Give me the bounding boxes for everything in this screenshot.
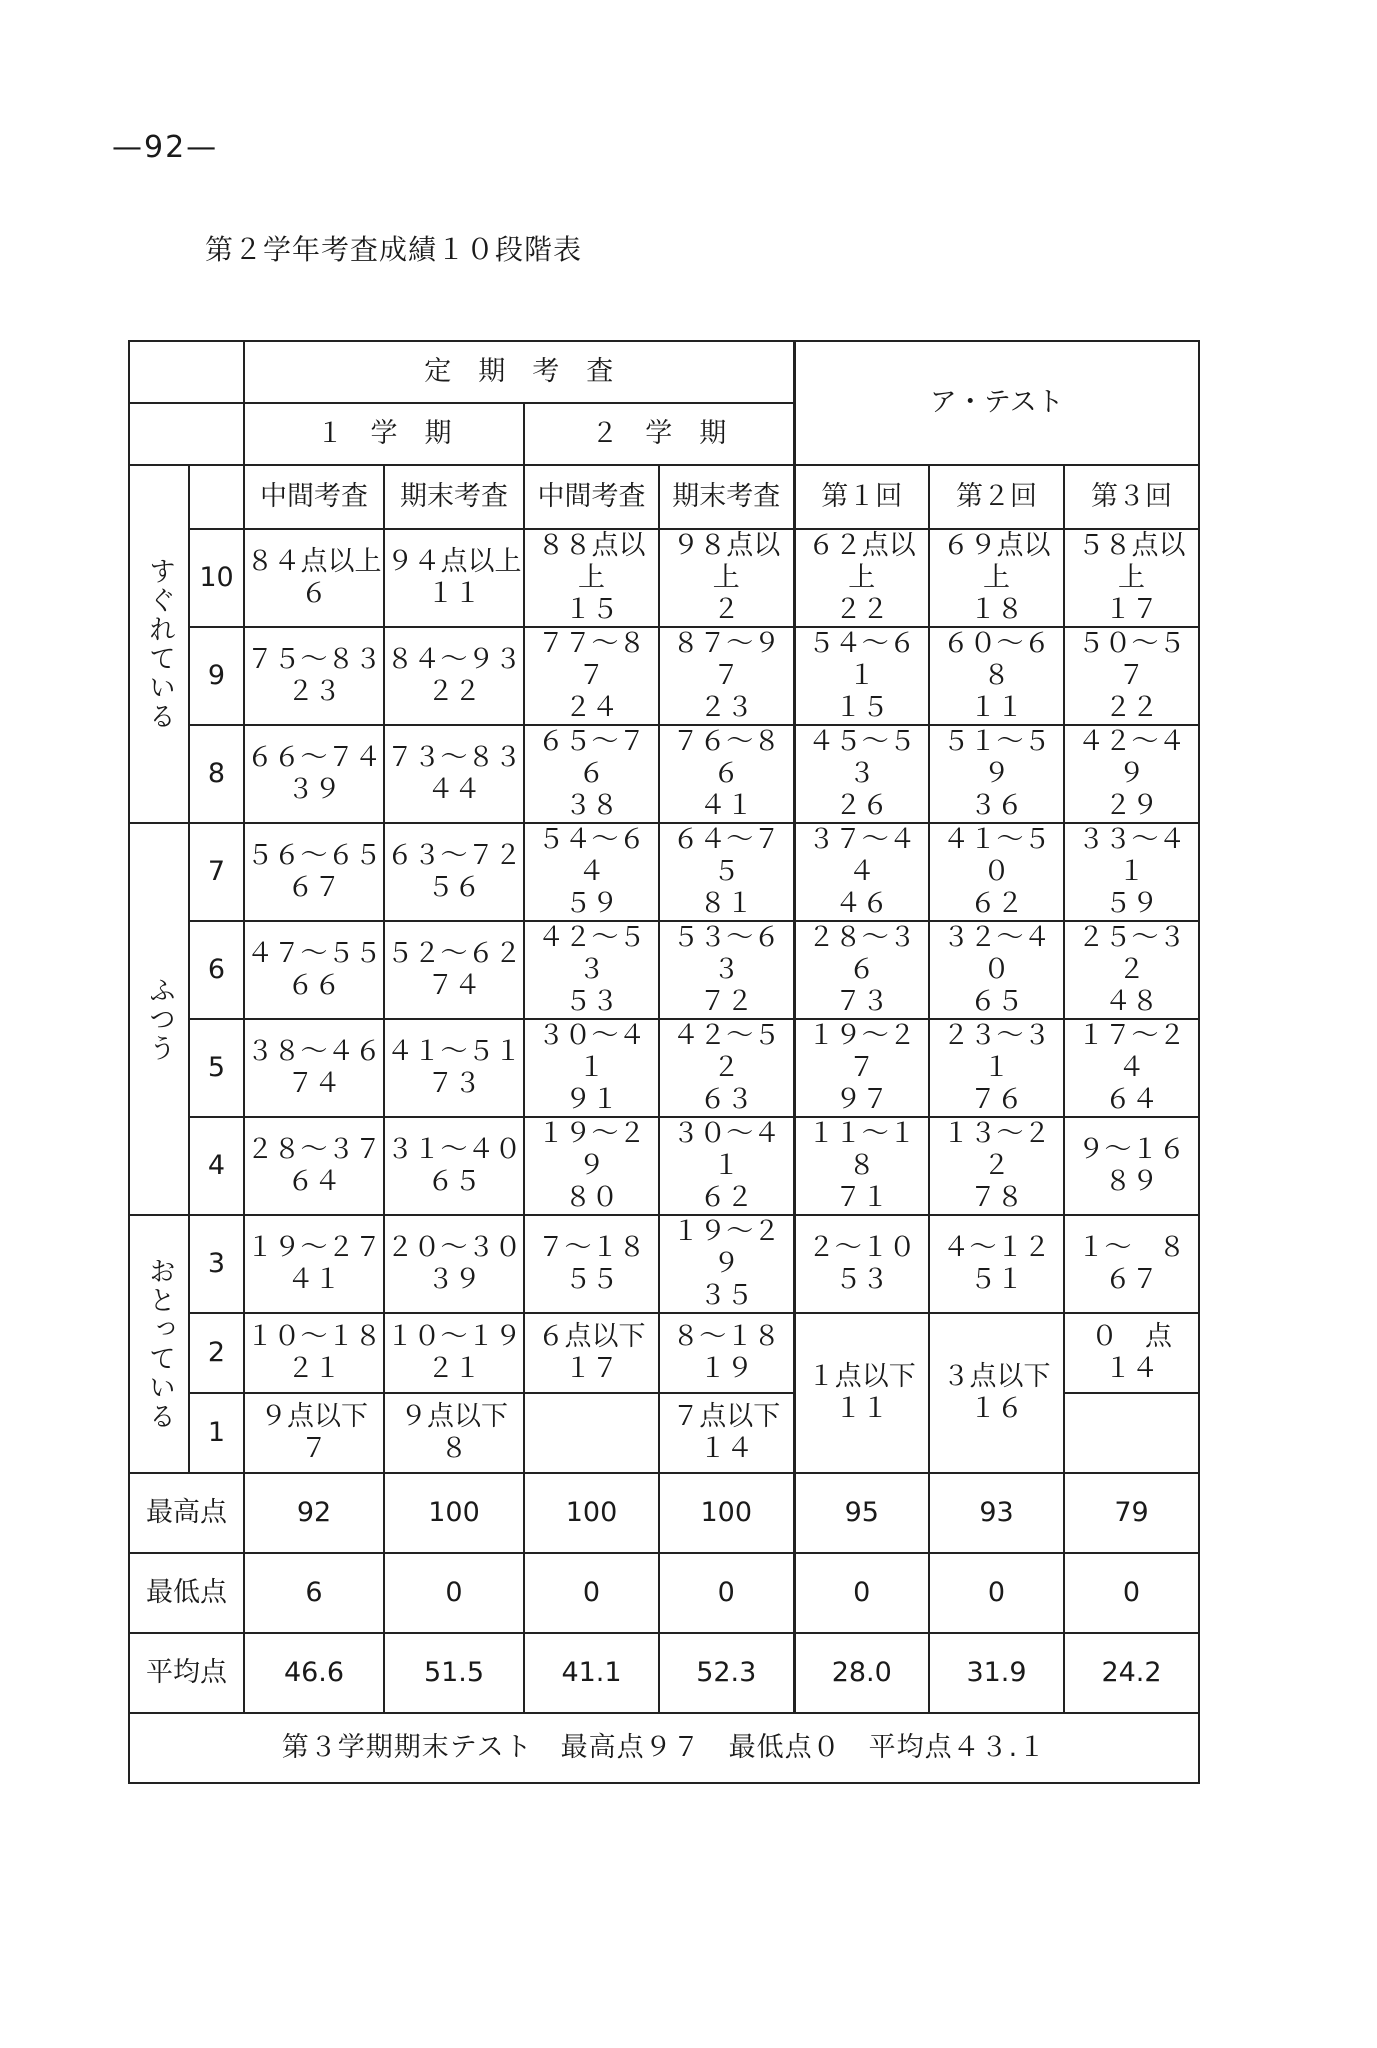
range-text: ６５〜７６ <box>537 726 646 789</box>
stat-value: 0 <box>659 1553 794 1633</box>
count-text: ８０ <box>564 1182 619 1213</box>
stat-value: 92 <box>244 1473 384 1553</box>
range-text: ９点以下 <box>400 1401 508 1432</box>
column-header-2: 期末考査 <box>384 465 524 529</box>
cell-7-4 <box>659 823 794 921</box>
cell-10-7 <box>1064 529 1199 627</box>
count-text: １９ <box>699 1353 754 1384</box>
count-text: ２２ <box>834 594 889 625</box>
column-header-1: 中間考査 <box>244 465 384 529</box>
cell-5-5 <box>794 1019 929 1117</box>
cell-8-1 <box>244 725 384 823</box>
range-text: ４７〜５５ <box>246 938 382 969</box>
count-text: ７３ <box>834 986 889 1017</box>
range-text: ２〜１０ <box>807 1232 916 1263</box>
count-text: ５１ <box>969 1264 1024 1295</box>
count-text: ６２ <box>699 1182 754 1213</box>
cell-9-3 <box>524 627 659 725</box>
level-1: 1 <box>189 1393 244 1473</box>
range-text: ５４〜６４ <box>537 824 646 887</box>
stat-value: 0 <box>929 1553 1064 1633</box>
count-text: ６５ <box>969 986 1024 1017</box>
count-text: ５５ <box>564 1264 619 1295</box>
range-text: ８４〜９３ <box>386 644 522 675</box>
stat-label-1: 最高点 <box>129 1473 244 1553</box>
cell-7-1 <box>244 823 384 921</box>
count-text: ６６ <box>287 970 341 1001</box>
cell-3-1 <box>244 1215 384 1313</box>
count-text: ４４ <box>427 774 481 805</box>
count-text: ２４ <box>564 692 619 723</box>
cell-1-1 <box>244 1393 384 1473</box>
count-text: ９７ <box>834 1084 889 1115</box>
count-text: ７８ <box>969 1182 1024 1213</box>
count-text: １７ <box>1104 594 1159 625</box>
cell-6-4 <box>659 921 794 1019</box>
cell-8-3 <box>524 725 659 823</box>
level-10: 10 <box>189 529 244 627</box>
column-header-6: 第２回 <box>929 465 1064 529</box>
cell-2-4 <box>659 1313 794 1393</box>
range-text: ２８〜３７ <box>246 1134 382 1165</box>
count-text: ２２ <box>427 676 481 707</box>
cell-8-6 <box>929 725 1064 823</box>
cell-4-6 <box>929 1117 1064 1215</box>
count-text: ４１ <box>287 1264 341 1295</box>
range-text: １〜 ８ <box>1077 1232 1186 1263</box>
stat-value: 41.1 <box>524 1633 659 1713</box>
cell-6-7 <box>1064 921 1199 1019</box>
regular-exam-header: 定 期 考 査 <box>244 341 794 403</box>
count-text: ６７ <box>1104 1264 1159 1295</box>
range-text: ５３〜６３ <box>672 922 781 985</box>
count-text: ６２ <box>969 888 1024 919</box>
count-text: ２２ <box>1104 692 1159 723</box>
table-row <box>129 1019 1199 1117</box>
count-text: ６３ <box>699 1084 754 1115</box>
count-text: ４１ <box>699 790 754 821</box>
cell-1-3-empty <box>524 1393 659 1473</box>
cell-5-3 <box>524 1019 659 1117</box>
cell-10-2 <box>384 529 524 627</box>
level-3: 3 <box>189 1215 244 1313</box>
count-text: １１ <box>427 578 481 609</box>
count-text: ５３ <box>834 1264 889 1295</box>
range-text: ６０〜６８ <box>942 628 1051 691</box>
stat-value: 93 <box>929 1473 1064 1553</box>
cell-8-4 <box>659 725 794 823</box>
document-title: 第２学年考査成績１０段階表 <box>205 233 583 266</box>
range-text: ３点以下 <box>942 1361 1051 1392</box>
count-text: ７２ <box>699 986 754 1017</box>
count-text: ４６ <box>834 888 889 919</box>
stat-value: 0 <box>524 1553 659 1633</box>
range-text: １１〜１８ <box>807 1118 916 1181</box>
count-text: ７１ <box>834 1182 889 1213</box>
range-text: ３７〜４４ <box>807 824 916 887</box>
range-text: １７〜２４ <box>1077 1020 1186 1083</box>
count-text: ３９ <box>287 774 341 805</box>
range-text: ２３〜３１ <box>942 1020 1051 1083</box>
cell-2-1 <box>244 1313 384 1393</box>
range-text: ７５〜８３ <box>246 644 382 675</box>
count-text: １５ <box>834 692 889 723</box>
cell-7-6 <box>929 823 1064 921</box>
table-row <box>129 1117 1199 1215</box>
cell-2-3 <box>524 1313 659 1393</box>
group-average: ふつう <box>129 823 189 1215</box>
level-7: 7 <box>189 823 244 921</box>
range-text: ７〜１８ <box>537 1232 646 1263</box>
cell-6-5 <box>794 921 929 1019</box>
column-header-3: 中間考査 <box>524 465 659 529</box>
range-text: ５１〜５９ <box>942 726 1051 789</box>
count-text: ６５ <box>427 1166 481 1197</box>
range-text: ３３〜４１ <box>1077 824 1186 887</box>
range-text: ７６〜８６ <box>672 726 781 789</box>
count-text: ６７ <box>287 872 341 903</box>
level-6: 6 <box>189 921 244 1019</box>
cell-3-5 <box>794 1215 929 1313</box>
stat-value: 100 <box>384 1473 524 1553</box>
footer-note: 第３学期期末テスト 最高点９７ 最低点０ 平均点４３.１ <box>129 1713 1199 1783</box>
count-text: ５９ <box>564 888 619 919</box>
range-text: ３２〜４０ <box>942 922 1051 985</box>
cell-2-2 <box>384 1313 524 1393</box>
stat-row <box>129 1473 1199 1553</box>
stat-value: 79 <box>1064 1473 1199 1553</box>
count-text: ５６ <box>427 872 481 903</box>
count-text: ７４ <box>287 1068 341 1099</box>
cell-1-4 <box>659 1393 794 1473</box>
range-text: ２８〜３６ <box>807 922 916 985</box>
cell-10-5 <box>794 529 929 627</box>
term1-header: １ 学 期 <box>244 403 524 465</box>
range-text: ９〜１６ <box>1077 1134 1186 1165</box>
count-text: １６ <box>969 1393 1024 1424</box>
grade-distribution-table <box>128 340 1200 1784</box>
stat-value: 31.9 <box>929 1633 1064 1713</box>
count-text: ７ <box>300 1433 328 1464</box>
range-text: ６９点以上 <box>942 530 1051 593</box>
stat-label-2: 最低点 <box>129 1553 244 1633</box>
range-text: ５８点以上 <box>1077 530 1186 593</box>
count-text: ２６ <box>834 790 889 821</box>
cell-1-7-empty <box>1064 1393 1199 1473</box>
count-text: ８ <box>440 1433 468 1464</box>
range-text: １９〜２７ <box>246 1232 382 1263</box>
table-row <box>129 1313 1199 1393</box>
stat-row <box>129 1553 1199 1633</box>
range-text: １９〜２７ <box>807 1020 916 1083</box>
stat-value: 6 <box>244 1553 384 1633</box>
count-text: ７６ <box>969 1084 1024 1115</box>
range-text: ４２〜５２ <box>672 1020 781 1083</box>
cell-7-7 <box>1064 823 1199 921</box>
range-text: ７点以下 <box>672 1401 781 1432</box>
range-text: ５４〜６１ <box>807 628 916 691</box>
count-text: １８ <box>969 594 1024 625</box>
range-text: ４１〜５０ <box>942 824 1051 887</box>
count-text: ３５ <box>699 1280 754 1311</box>
cell-6-3 <box>524 921 659 1019</box>
cell-5-2 <box>384 1019 524 1117</box>
cell-8-7 <box>1064 725 1199 823</box>
range-text: ６３〜７２ <box>386 840 522 871</box>
cell-5-4 <box>659 1019 794 1117</box>
range-text: ３１〜４０ <box>386 1134 522 1165</box>
level-9: 9 <box>189 627 244 725</box>
level-2: 2 <box>189 1313 244 1393</box>
term2-header: ２ 学 期 <box>524 403 794 465</box>
count-text: １１ <box>969 692 1024 723</box>
cell-10-4 <box>659 529 794 627</box>
stat-value: 46.6 <box>244 1633 384 1713</box>
count-text: ３６ <box>969 790 1024 821</box>
range-text: １点以下 <box>807 1361 916 1392</box>
range-text: ９点以下 <box>260 1401 368 1432</box>
count-text: ７３ <box>427 1068 481 1099</box>
column-header-7: 第３回 <box>1064 465 1199 529</box>
a-test-header: ア・テスト <box>794 341 1199 465</box>
cell-4-3 <box>524 1117 659 1215</box>
range-text: １３〜２２ <box>942 1118 1051 1181</box>
count-text: １４ <box>1104 1353 1159 1384</box>
range-text: ４〜１２ <box>942 1232 1051 1263</box>
range-text: ０ 点 <box>1091 1321 1172 1352</box>
count-text: ９１ <box>564 1084 619 1115</box>
cell-5-6 <box>929 1019 1064 1117</box>
range-text: ４２〜５３ <box>537 922 646 985</box>
range-text: ２０〜３０ <box>386 1232 522 1263</box>
range-text: ５２〜６２ <box>386 938 522 969</box>
range-text: ３８〜４６ <box>246 1036 382 1067</box>
stat-value: 24.2 <box>1064 1633 1199 1713</box>
cell-9-2 <box>384 627 524 725</box>
range-text: ４５〜５３ <box>807 726 916 789</box>
stat-value: 0 <box>794 1553 929 1633</box>
cell-3-2 <box>384 1215 524 1313</box>
stat-value: 95 <box>794 1473 929 1553</box>
range-text: ６４〜７５ <box>672 824 781 887</box>
table-row <box>129 823 1199 921</box>
cell-2-7 <box>1064 1313 1199 1393</box>
count-text: １７ <box>564 1353 619 1384</box>
stat-row <box>129 1633 1199 1713</box>
range-text: ２５〜３２ <box>1077 922 1186 985</box>
range-text: ７７〜８７ <box>537 628 646 691</box>
cell-7-5 <box>794 823 929 921</box>
cell-3-7 <box>1064 1215 1199 1313</box>
count-text: ７４ <box>427 970 481 1001</box>
cell-10-6 <box>929 529 1064 627</box>
cell-7-3 <box>524 823 659 921</box>
corner-cell <box>129 341 244 403</box>
cell-4-1 <box>244 1117 384 1215</box>
range-text: ５６〜６５ <box>246 840 382 871</box>
cell-1-2 <box>384 1393 524 1473</box>
range-text: ７３〜８３ <box>386 742 522 773</box>
range-text: ３０〜４１ <box>537 1020 646 1083</box>
count-text: １４ <box>699 1433 754 1464</box>
range-text: ８７〜９７ <box>672 628 781 691</box>
column-header-4: 期末考査 <box>659 465 794 529</box>
cell-atest1-low <box>794 1313 929 1473</box>
table-row <box>129 529 1199 627</box>
range-text: ８８点以上 <box>537 530 646 593</box>
count-text: ２３ <box>287 676 341 707</box>
range-text: １０〜１８ <box>246 1321 382 1352</box>
cell-8-2 <box>384 725 524 823</box>
range-text: ５０〜５７ <box>1077 628 1186 691</box>
stat-value: 51.5 <box>384 1633 524 1713</box>
count-text: ２１ <box>287 1353 341 1384</box>
level-8: 8 <box>189 725 244 823</box>
stat-value: 100 <box>659 1473 794 1553</box>
cell-10-3 <box>524 529 659 627</box>
count-text: ５９ <box>1104 888 1159 919</box>
range-text: ６２点以上 <box>807 530 916 593</box>
cell-atest2-low <box>929 1313 1064 1473</box>
cell-6-1 <box>244 921 384 1019</box>
cell-4-5 <box>794 1117 929 1215</box>
count-text: ２ <box>712 594 740 625</box>
range-text: ６点以下 <box>537 1321 646 1352</box>
corner-cell-2 <box>129 403 244 465</box>
count-text: ２３ <box>699 692 754 723</box>
cell-9-6 <box>929 627 1064 725</box>
range-text: １９〜２９ <box>537 1118 646 1181</box>
footer-row <box>129 1713 1199 1783</box>
table-row <box>129 1215 1199 1313</box>
stat-value: 100 <box>524 1473 659 1553</box>
table-row <box>129 921 1199 1019</box>
count-text: ６ <box>300 578 328 609</box>
range-text: ９８点以上 <box>672 530 781 593</box>
level-5: 5 <box>189 1019 244 1117</box>
count-text: １１ <box>834 1393 889 1424</box>
stat-value: 28.0 <box>794 1633 929 1713</box>
range-text: ９４点以上 <box>386 546 522 577</box>
cell-3-3 <box>524 1215 659 1313</box>
cell-4-7 <box>1064 1117 1199 1215</box>
cell-5-7 <box>1064 1019 1199 1117</box>
range-text: ８４点以上 <box>246 546 382 577</box>
count-text: ３９ <box>427 1264 481 1295</box>
count-text: ５３ <box>564 986 619 1017</box>
group-excellent: すぐれている <box>129 465 189 823</box>
cell-5-1 <box>244 1019 384 1117</box>
level-4: 4 <box>189 1117 244 1215</box>
table-row <box>129 725 1199 823</box>
count-text: ６４ <box>287 1166 341 1197</box>
cell-10-1 <box>244 529 384 627</box>
cell-3-4 <box>659 1215 794 1313</box>
count-text: ８９ <box>1104 1166 1159 1197</box>
cell-6-2 <box>384 921 524 1019</box>
count-text: ２９ <box>1104 790 1159 821</box>
page-number: —92— <box>112 130 219 165</box>
range-text: ６６〜７４ <box>246 742 382 773</box>
cell-8-5 <box>794 725 929 823</box>
stat-value: 0 <box>1064 1553 1199 1633</box>
count-text: ６４ <box>1104 1084 1159 1115</box>
count-text: ２１ <box>427 1353 481 1384</box>
range-text: １９〜２９ <box>672 1216 781 1279</box>
cell-4-4 <box>659 1117 794 1215</box>
count-text: ８１ <box>699 888 754 919</box>
cell-9-1 <box>244 627 384 725</box>
count-text: １５ <box>564 594 619 625</box>
cell-4-2 <box>384 1117 524 1215</box>
cell-3-6 <box>929 1215 1064 1313</box>
cell-6-6 <box>929 921 1064 1019</box>
range-text: １０〜１９ <box>386 1321 522 1352</box>
group-behind: おとっている <box>129 1215 189 1473</box>
stat-value: 0 <box>384 1553 524 1633</box>
range-text: ８〜１８ <box>672 1321 781 1352</box>
level-header-blank <box>189 465 244 529</box>
cell-9-4 <box>659 627 794 725</box>
cell-9-7 <box>1064 627 1199 725</box>
table-row <box>129 627 1199 725</box>
column-header-5: 第１回 <box>794 465 929 529</box>
range-text: ４１〜５１ <box>386 1036 522 1067</box>
count-text: ３８ <box>564 790 619 821</box>
stat-value: 52.3 <box>659 1633 794 1713</box>
cell-9-5 <box>794 627 929 725</box>
range-text: ４２〜４９ <box>1077 726 1186 789</box>
count-text: ４８ <box>1104 986 1159 1017</box>
stat-label-3: 平均点 <box>129 1633 244 1713</box>
cell-7-2 <box>384 823 524 921</box>
range-text: ３０〜４１ <box>672 1118 781 1181</box>
